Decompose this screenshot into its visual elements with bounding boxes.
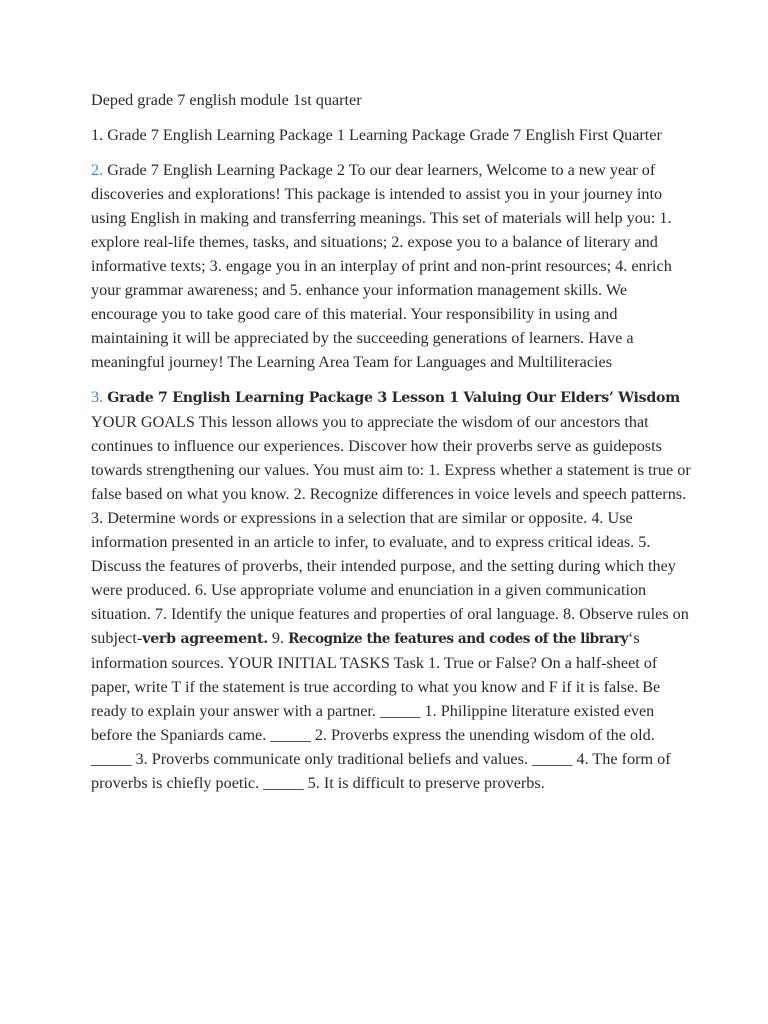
document-body [91, 88, 691, 806]
item-3-text-a: YOUR GOALS This lesson allows you to appreciate the wisdom of our ancestors that continues to influence our experiences. Discover how their proverbs serve as guideposts towards strengthening our values. You must aim to: 1. Express whether a statement is true or false based on what you know. 2. Recognize differences in voice levels and speech patterns. 3. Determine words or expressions in a selection that are similar or opposite. 4. Use information presented in an article to infer, to evaluate, and to express critical ideas. 5. Discuss the features of proverbs, their intended purpose, and the setting during which they were produced. 6. Use appropriate volume and enunciation in a given communication situation. 7. Identify the unique features and properties of oral language. 8. Observe rules on subject- [91, 413, 691, 647]
item-3-number-link[interactable]: 3. [91, 388, 104, 406]
item-3-bold-a: verb agreement. [142, 631, 268, 647]
item-1-text: Grade 7 English Learning Package 1 Learning Package Grade 7 English First Quarter [107, 126, 662, 144]
item-2-number-link[interactable]: 2. [91, 161, 104, 179]
document-title: Deped grade 7 english module 1st quarter [91, 91, 362, 109]
item-3-heading: Grade 7 English Learning Package 3 Lesson 1 Valuing Our Elders’ Wisdom [107, 390, 680, 406]
item-2-text: Grade 7 English Learning Package 2 To our dear learners, Welcome to a new year of discoveries and explorations! This package is intended to assist you in your journey into using English in making and transferring meanings. This set of materials will help you: 1. explore real-life themes, tasks, and situations; 2. expose you to a balance of literary and informative texts; 3. engage you in an interplay of print and non-print resources; 4. enrich your grammar awareness; and 5. enhance your information management skills. We encourage you to take good care of this material. Your responsibility in using and maintaining it will be appreciated by the succeeding generations of learners. Have a meaningful journey! The Learning Area Team for Languages and Multiliteracies [91, 161, 672, 371]
item-3-bold-b: Recognize the features and codes of the library [288, 631, 628, 647]
item-1-number: 1. [91, 126, 104, 144]
item-1-paragraph [91, 123, 691, 147]
item-3-paragraph [91, 385, 691, 795]
item-2-paragraph [91, 158, 691, 374]
item-3-text-c: ‘s information sources. YOUR INITIAL TASKS Task 1. True or False? On a half-sheet of paper, write T if the statement is true according to what you know and F if it is false. Be ready to explain your answer with a partner. _____ 1. Philippine literature existed even before the Spaniards came. _____ 2. Proverbs express the unending wisdom of the old. _____ 3. Proverbs communicate only traditional beliefs and values. _____ 4. The form of proverbs is chiefly poetic. _____ 5. It is difficult to preserve proverbs. [91, 629, 671, 792]
item-3-text-b: 9. [267, 629, 289, 647]
